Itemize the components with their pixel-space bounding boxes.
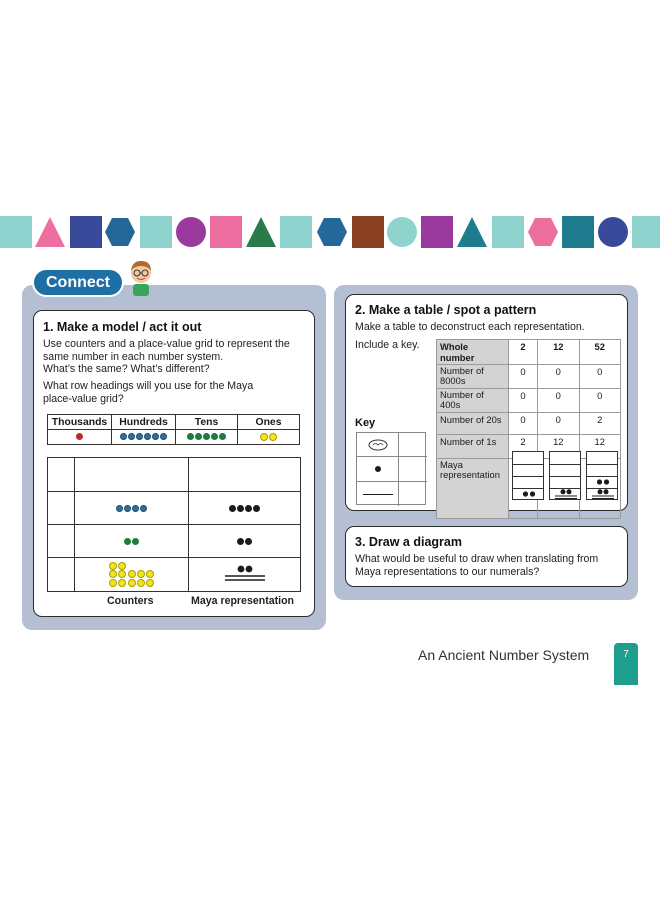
- counters-cell: [75, 458, 189, 492]
- box-divider: [587, 464, 617, 465]
- counters-cell: [75, 492, 189, 525]
- tens-counters: [176, 430, 238, 445]
- counters-cell: [75, 525, 189, 558]
- maya-dot: [229, 505, 236, 512]
- square-shape: [210, 216, 242, 248]
- row-label-line: 400s: [440, 399, 461, 410]
- table-cell: 0: [509, 389, 538, 413]
- counter-dot: [211, 433, 218, 440]
- text-line: What row headings will you use for the Maya: [43, 380, 254, 392]
- triangle-shape: [456, 216, 488, 248]
- maya-two-dots-two-bars: [591, 489, 615, 500]
- table-header: 12: [538, 340, 579, 365]
- box-divider: [513, 476, 543, 477]
- counter-dot: [128, 579, 136, 587]
- circle-shape: [597, 216, 629, 248]
- text-line: same number in each number system.: [43, 350, 224, 363]
- maya-dot: [375, 466, 381, 472]
- square-shape: [280, 216, 312, 248]
- row-heading-cell: [48, 492, 75, 525]
- maya-box-52: [586, 451, 618, 500]
- hexagon-shape: [527, 216, 559, 248]
- counter-dot: [128, 570, 136, 578]
- table-row: [437, 413, 621, 435]
- key-symbol-cell: [357, 482, 399, 506]
- row-label-line: representation: [440, 469, 500, 480]
- table-card: [345, 294, 628, 511]
- table-row: [437, 365, 621, 389]
- square-shape: [352, 216, 384, 248]
- counter-dot: [118, 579, 126, 587]
- circle-shape: [175, 216, 207, 248]
- yellow-counter-group: [109, 562, 155, 587]
- pv-header-tens: Tens: [176, 415, 238, 430]
- place-value-table: [47, 414, 300, 445]
- counters-cell: [75, 558, 189, 591]
- table-cell: 0: [509, 365, 538, 389]
- row-label: [437, 365, 509, 389]
- counter-dot: [118, 562, 126, 570]
- maya-box-12: [549, 451, 581, 500]
- counter-dot: [152, 433, 159, 440]
- counter-dot: [160, 433, 167, 440]
- maya-cell: [189, 458, 300, 492]
- decorative-shape-strip: [0, 216, 660, 252]
- counter-dot: [144, 433, 151, 440]
- row-label-line: 8000s: [440, 375, 466, 386]
- table-cell: 0: [538, 365, 579, 389]
- hexagon-shape: [316, 216, 348, 248]
- maya-box-2: [512, 451, 544, 500]
- triangle-shape: [34, 216, 66, 248]
- circle-shape: [386, 216, 418, 248]
- counter-dot: [76, 433, 83, 440]
- counter-dot: [124, 505, 131, 512]
- counter-dot: [124, 538, 131, 545]
- counter-dot: [137, 570, 145, 578]
- maya-two-dots-two-bars: [223, 565, 267, 585]
- square-shape: [70, 216, 102, 248]
- table-cell: 2: [509, 435, 538, 459]
- row-label: [437, 389, 509, 413]
- table-cell: 12: [538, 435, 579, 459]
- shell-zero-icon: [368, 439, 388, 451]
- box-divider: [513, 464, 543, 465]
- key-value-cell: [399, 457, 427, 482]
- table-cell: 0: [538, 389, 579, 413]
- row-label: Number of 1s: [437, 435, 509, 459]
- square-shape: [632, 216, 660, 248]
- diagram-question: [355, 553, 625, 578]
- key-grid: [356, 432, 426, 505]
- maya-dot: [245, 505, 252, 512]
- row-heading-cell: [48, 558, 75, 591]
- section-heading: 3. Draw a diagram: [355, 535, 462, 549]
- text-line: What would be useful to draw when translating from: [355, 553, 599, 565]
- hexagon-shape: [104, 216, 136, 248]
- square-shape: [0, 216, 32, 248]
- row-label: [437, 459, 509, 519]
- row-heading-cell: [48, 458, 75, 492]
- section-heading: 1. Make a model / act it out: [43, 320, 202, 334]
- maya-place-value-grid: [47, 457, 301, 592]
- table-cell: 2: [579, 413, 620, 435]
- key-value-cell: [399, 482, 427, 506]
- diagram-card: [345, 526, 628, 587]
- counter-dot: [136, 433, 143, 440]
- counter-dot: [146, 579, 154, 587]
- key-label: Key: [355, 417, 376, 429]
- key-value-cell: [399, 433, 427, 457]
- counter-dot: [260, 433, 268, 441]
- row-label: Number of 20s: [437, 413, 509, 435]
- maya-dot: [245, 538, 252, 545]
- table-row: [437, 389, 621, 413]
- counter-dot: [132, 538, 139, 545]
- instruction-text: Make a table to deconstruct each representation.: [355, 321, 585, 333]
- counter-dot: [109, 562, 117, 570]
- counter-dot: [269, 433, 277, 441]
- page-number-tab: 7: [614, 643, 638, 685]
- section-heading: 2. Make a table / spot a pattern: [355, 303, 537, 317]
- table-cell: 0: [509, 413, 538, 435]
- counter-dot: [187, 433, 194, 440]
- square-shape: [562, 216, 594, 248]
- table-header: 2: [509, 340, 538, 365]
- thousands-counters: [48, 430, 112, 445]
- maya-two-dots: [522, 491, 536, 497]
- table-header-whole-number: Whole number: [437, 340, 509, 365]
- counter-dot: [120, 433, 127, 440]
- counter-dot: [137, 579, 145, 587]
- maya-bar: [363, 494, 393, 495]
- table-header: 52: [579, 340, 620, 365]
- maya-dot: [253, 505, 260, 512]
- box-divider: [587, 476, 617, 477]
- maya-caption: Maya representation: [191, 595, 295, 607]
- box-divider: [550, 464, 580, 465]
- counter-dot: [219, 433, 226, 440]
- counter-dot: [146, 570, 154, 578]
- square-shape: [140, 216, 172, 248]
- key-symbol-cell: [357, 457, 399, 482]
- maya-cell: [189, 492, 300, 525]
- maya-two-dots-two-bars: [554, 489, 578, 500]
- table-cell: 0: [538, 413, 579, 435]
- maya-two-dots-20s: [596, 479, 610, 485]
- counter-dot: [203, 433, 210, 440]
- question-text: [43, 380, 313, 405]
- counters-caption: Counters: [107, 595, 154, 607]
- ones-counters: [238, 430, 300, 445]
- table-cell: 12: [579, 435, 620, 459]
- row-label-line: Number of: [440, 389, 484, 400]
- model-card: [33, 310, 315, 617]
- box-divider: [550, 476, 580, 477]
- include-key-text: Include a key.: [355, 339, 420, 351]
- text-line: place-value grid?: [43, 392, 124, 405]
- square-shape: [421, 216, 453, 248]
- pv-header-thousands: Thousands: [48, 415, 112, 430]
- table-cell: 0: [579, 389, 620, 413]
- counter-dot: [109, 579, 117, 587]
- row-label-line: Number of: [440, 365, 484, 376]
- instruction-text: [43, 338, 313, 376]
- text-line: Maya representations to our numerals?: [355, 565, 540, 578]
- pv-header-ones: Ones: [238, 415, 300, 430]
- maya-dot: [237, 538, 244, 545]
- text-line: Use counters and a place-value grid to represent the: [43, 338, 290, 350]
- maya-cell: [189, 558, 300, 591]
- box-divider: [513, 488, 543, 489]
- connect-label: Connect: [32, 268, 124, 297]
- text-line: What’s the same? What’s different?: [43, 363, 210, 376]
- counter-dot: [140, 505, 147, 512]
- teacher-avatar: [126, 258, 156, 296]
- counter-dot: [128, 433, 135, 440]
- pv-header-hundreds: Hundreds: [112, 415, 176, 430]
- counter-dot: [195, 433, 202, 440]
- table-cell: 0: [579, 365, 620, 389]
- counter-dot: [109, 570, 117, 578]
- counter-dot: [132, 505, 139, 512]
- maya-dot: [237, 505, 244, 512]
- row-label-line: Maya: [440, 459, 463, 470]
- square-shape: [492, 216, 524, 248]
- counter-dot: [116, 505, 123, 512]
- key-symbol-cell: [357, 433, 399, 457]
- hundreds-counters: [112, 430, 176, 445]
- counter-dot: [118, 570, 126, 578]
- row-heading-cell: [48, 525, 75, 558]
- footer-title: An Ancient Number System: [418, 647, 590, 663]
- triangle-shape: [245, 216, 277, 248]
- maya-cell: [189, 525, 300, 558]
